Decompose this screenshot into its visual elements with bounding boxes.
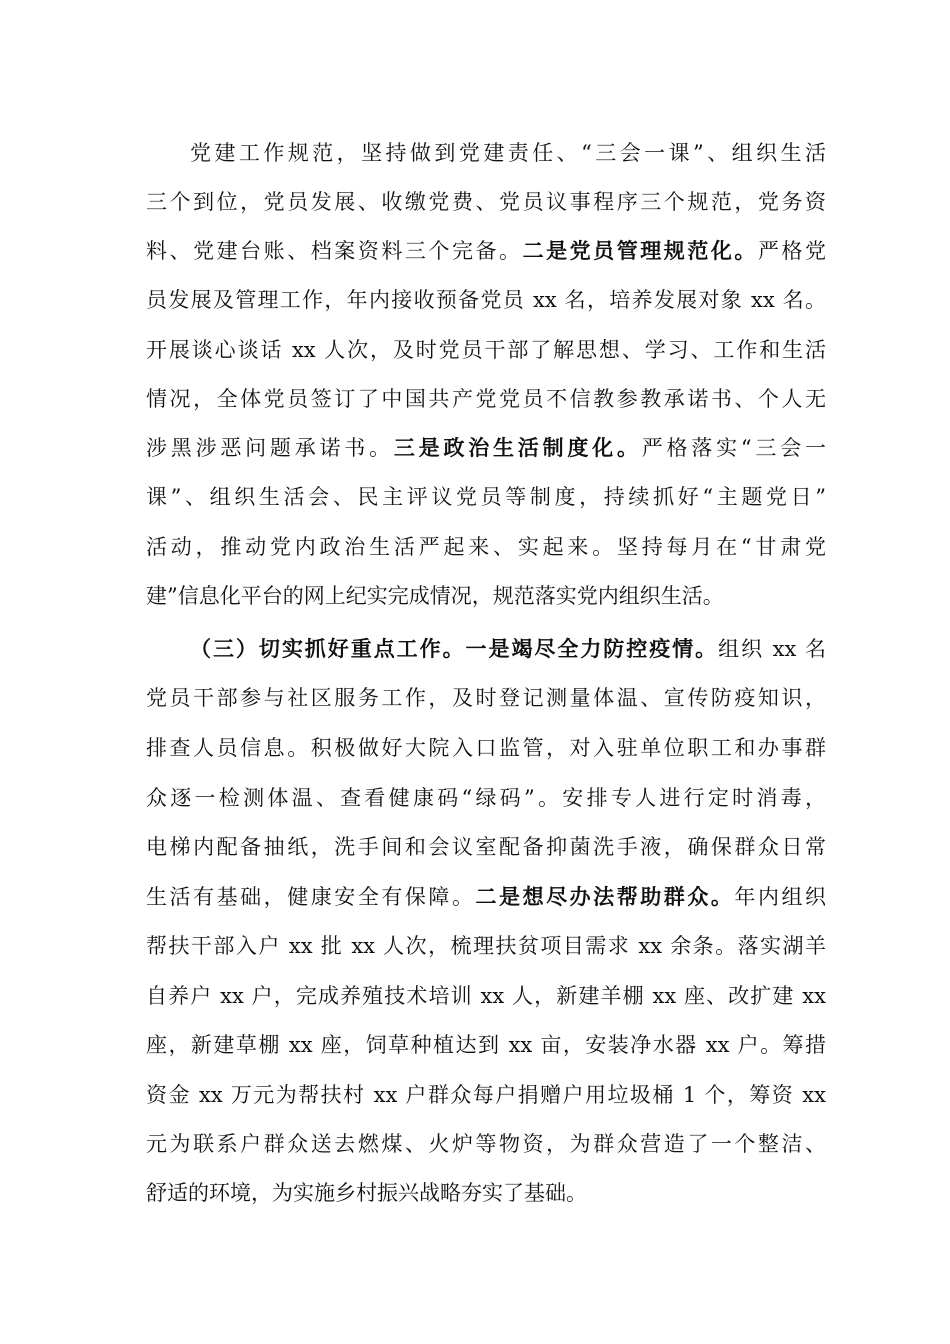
text-segment: 元为联系户群众送去燃煤、火炉等物资，为群众营造了一个整洁、: [146, 1132, 826, 1156]
text-line: [146, 382, 826, 416]
text-segment: 活动，推动党内政治生活严起来、实起来。坚持每月在“甘肃党: [146, 535, 826, 559]
text-line: [146, 431, 826, 465]
text-line: [190, 136, 826, 170]
text-line: [146, 830, 826, 864]
text-line: [146, 979, 826, 1013]
text-segment: 众逐一检测体温、查看健康码“绿码”。安排专人进行定时消毒，: [146, 786, 826, 810]
text-segment: 排查人员信息。积极做好大院入口监管，对入驻单位职工和办事群: [146, 736, 826, 760]
text-segment: 课”、组织生活会、民主评议党员等制度，持续抓好“主题党日”: [146, 485, 826, 509]
text-line: [146, 1078, 826, 1112]
text-segment: 自养户 xx 户，完成养殖技术培训 xx 人，新建羊棚 xx 座、改扩建 xx: [146, 984, 826, 1008]
text-segment: 严格落实“三会一: [641, 436, 826, 460]
text-segment: 组织 xx 名: [718, 637, 826, 661]
text-segment: 年内组织: [734, 885, 827, 909]
text-segment: 舒适的环境，为实施乡村振兴战略夯实了基础。: [146, 1181, 587, 1205]
text-segment: 资金 xx 万元为帮扶村 xx 户群众每户捐赠户用垃圾桶 1 个，筹资 xx: [146, 1083, 826, 1107]
text-line: [146, 530, 826, 564]
bold-text-segment: （三）切实抓好重点工作。一是竭尽全力防控疫情。: [190, 637, 719, 661]
text-segment: 料、党建台账、档案资料三个完备。: [146, 239, 523, 263]
text-line: [146, 731, 826, 765]
text-segment: 员发展及管理工作，年内接收预备党员 xx 名，培养发展对象 xx 名。: [146, 288, 826, 312]
text-line: [146, 929, 826, 963]
bold-text-segment: 二是党员管理规范化。: [522, 239, 758, 263]
text-line: [146, 579, 826, 613]
text-line: [146, 681, 826, 715]
text-line: [190, 632, 826, 666]
text-line: [146, 880, 826, 914]
text-segment: 情况，全体党员签订了中国共产党党员不信教参教承诺书、个人无: [146, 387, 826, 411]
text-segment: 开展谈心谈话 xx 人次，及时党员干部了解思想、学习、工作和生活: [146, 338, 826, 362]
text-line: [146, 1176, 826, 1210]
text-segment: 严格党: [757, 239, 827, 263]
text-line: [146, 1028, 826, 1062]
text-segment: 建”信息化平台的网上纪实完成情况，规范落实党内组织生活。: [146, 584, 724, 608]
text-segment: 生活有基础，健康安全有保障。: [146, 885, 476, 909]
text-segment: 涉黑涉恶问题承诺书。: [146, 436, 394, 460]
bold-text-segment: 二是想尽办法帮助群众。: [475, 885, 735, 909]
text-line: [146, 480, 826, 514]
text-line: [146, 333, 826, 367]
text-segment: 三个到位，党员发展、收缴党费、党员议事程序三个规范，党务资: [146, 190, 826, 214]
text-line: [146, 781, 826, 815]
text-segment: 党建工作规范，坚持做到党建责任、“三会一课”、组织生活: [190, 141, 826, 165]
bold-text-segment: 三是政治生活制度化。: [393, 436, 642, 460]
text-segment: 电梯内配备抽纸，洗手间和会议室配备抑菌洗手液，确保群众日常: [146, 835, 826, 859]
text-line: [146, 1127, 826, 1161]
text-segment: 帮扶干部入户 xx 批 xx 人次，梳理扶贫项目需求 xx 余条。落实湖羊: [146, 934, 826, 958]
text-segment: 座，新建草棚 xx 座，饲草种植达到 xx 亩，安装净水器 xx 户。筹措: [146, 1033, 826, 1057]
text-line: [146, 185, 826, 219]
text-line: [146, 234, 826, 268]
text-segment: 党员干部参与社区服务工作，及时登记测量体温、宣传防疫知识，: [146, 686, 826, 710]
text-line: [146, 283, 826, 317]
